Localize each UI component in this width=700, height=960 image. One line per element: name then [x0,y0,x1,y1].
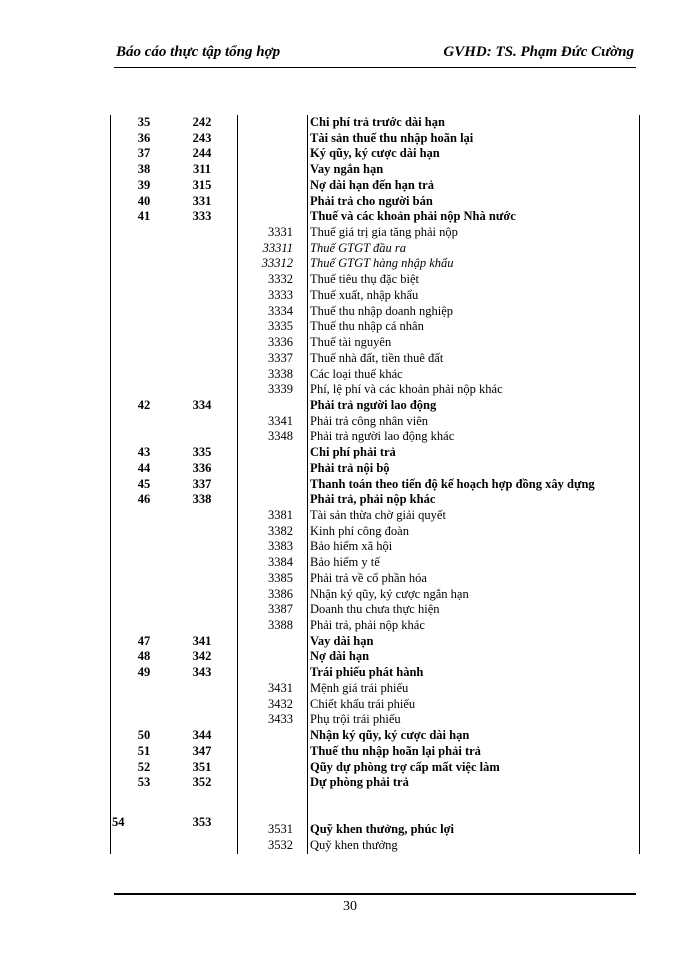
table-row [110,634,640,650]
table-row [110,367,640,383]
table-row [110,649,640,665]
row-account-name: Thuế và các khoản phải nộp Nhà nước [310,209,516,224]
row-account-level1: 244 [192,146,212,161]
row-account-level1: 341 [192,633,212,648]
table-row [110,775,640,791]
row-stt: 40 [137,193,151,208]
table-row [110,209,640,225]
table-row [110,822,640,838]
row-account-level2: 3331 [268,225,293,240]
page-number: 30 [343,899,357,914]
row-account-name: Phụ trội trái phiếu [310,712,401,727]
table-row [110,555,640,571]
header-left-title: Báo cáo thực tập tổng hợp [116,44,281,60]
row-account-name: Quỹ khen thưởng, phúc lợi [310,822,454,836]
table-row [110,351,640,367]
row-account-name: Bảo hiểm xã hội [310,539,393,554]
row-stt: 44 [137,460,151,475]
row-account-level1: 336 [192,460,212,475]
row-account-level2: 3336 [268,335,293,350]
table-row [110,665,640,681]
row-account-level2: 3388 [268,618,293,633]
row-account-name: Ký qũy, ký cược dài hạn [310,146,440,161]
table-row [110,445,640,461]
row-stt: 49 [137,665,151,680]
row-account-name: Chi phí phải trả [310,445,396,460]
row-account-name: Các loại thuế khác [310,366,403,381]
row-account-name: Phải trả nội bộ [310,460,390,475]
row-account-level1: 347 [192,743,212,758]
row-stt: 54 [112,815,125,829]
table-row [110,618,640,634]
row-stt: 35 [137,115,151,129]
row-account-level1: 337 [192,476,212,491]
row-account-level2: 3334 [268,303,293,318]
row-stt: 51 [137,743,151,758]
table-row [110,319,640,335]
row-account-name: Phải trả, phải nộp khác [310,492,436,507]
footer-rule [114,893,636,895]
row-account-name: Thuế thu nhập doanh nghiệp [310,303,454,318]
table-row [110,225,640,241]
row-account-name: Vay dài hạn [310,633,374,648]
row-account-level1: 333 [192,209,212,224]
row-account-name: Thuế tài nguyên [310,335,392,350]
row-stt: 48 [137,649,151,664]
row-account-name: Bảo hiểm y tế [310,555,380,570]
table-row [110,414,640,430]
row-account-name: Chiết khấu trái phiếu [310,696,416,711]
table-row [110,461,640,477]
row-account-name: Phải trả công nhân viên [310,413,429,428]
table-row [110,697,640,713]
table-row [110,429,640,445]
row-account-level2: 3387 [268,602,293,617]
table-row [110,524,640,540]
row-account-name: Thuế tiêu thụ đặc biệt [310,272,419,287]
row-stt: 41 [137,209,151,224]
table-row [110,712,640,728]
row-stt: 50 [137,728,151,743]
row-account-name: Phải trả, phải nộp khác [310,618,425,633]
row-account-name: Phải trả cho người bán [310,193,433,208]
row-account-name: Phải trả về cổ phần hóa [310,570,427,585]
table-row [110,539,640,555]
table-row [110,571,640,587]
row-account-name: Nợ dài hạn [310,649,370,664]
table-row [110,194,640,210]
row-stt: 46 [137,492,151,507]
table-row [110,162,640,178]
table-row [110,241,640,257]
table-row [110,256,640,272]
row-account-name: Thuế giá trị gia tăng phải nộp [310,225,458,240]
row-stt: 47 [137,633,151,648]
table-row [110,477,640,493]
row-account-name: Tài sản thuế thu nhập hoãn lại [310,130,474,145]
table-row [110,492,640,508]
row-account-name: Doanh thu chưa thực hiện [310,602,440,617]
row-account-name: Nhận ký qũy, ký cược dài hạn [310,728,470,743]
row-account-level1: 343 [192,665,212,680]
table-row [110,178,640,194]
row-account-level1: 315 [192,177,212,192]
row-stt: 38 [137,162,151,177]
row-account-name: Thuế nhà đất, tiền thuê đất [310,350,444,365]
row-account-level2: 3348 [268,429,293,444]
row-account-name: Thuế thu nhập cá nhân [310,319,424,334]
row-account-name: Nhận ký qũy, ký cược ngắn hạn [310,586,469,601]
row-account-level2: 3531 [268,822,293,836]
row-account-level1: 335 [192,445,212,460]
table-row [110,587,640,603]
header-right-advisor: GVHD: TS. Phạm Đức Cường [443,44,634,60]
row-account-level1: 353 [192,815,212,829]
row-account-name: Phí, lệ phí và các khoản phải nộp khác [310,382,503,397]
table-row [110,728,640,744]
row-account-level1: 242 [192,115,212,129]
header-rule [114,67,636,68]
row-account-level2: 3382 [268,523,293,538]
row-account-name: Qũy dự phòng trợ cấp mất việc làm [310,759,500,774]
row-stt: 37 [137,146,151,161]
table-row [110,602,640,618]
row-account-name: Thanh toán theo tiến độ kế hoạch hợp đồng xây dựng [310,476,595,491]
table-row [110,115,640,131]
row-account-level2: 3337 [268,350,293,365]
row-account-level2: 3384 [268,555,293,570]
row-account-level2: 3433 [268,712,293,727]
row-stt: 42 [137,397,151,412]
row-account-name: Vay ngắn hạn [310,162,384,177]
row-account-level1: 243 [192,130,212,145]
row-stt: 36 [137,130,151,145]
row-account-name: Thuế thu nhập hoãn lại phải trả [310,743,481,758]
row-account-name: Kinh phí công đoàn [310,523,409,538]
row-account-level2: 3338 [268,366,293,381]
row-stt: 53 [137,775,151,790]
row-stt: 39 [137,177,151,192]
table-row [110,398,640,414]
table-row [110,744,640,760]
table-row [110,272,640,288]
row-account-level2: 3532 [268,838,293,852]
row-stt: 52 [137,759,151,774]
table-row [110,382,640,398]
row-account-level2: 3339 [268,382,293,397]
row-account-name: Thuế GTGT đầu ra [310,240,406,255]
table-row [110,146,640,162]
row-account-level2: 3381 [268,508,293,522]
row-account-level2: 3385 [268,570,293,585]
table-row [110,681,640,697]
row-account-level1: 344 [192,728,212,743]
table-row [110,335,640,351]
row-account-name: Phải trả người lao động khác [310,429,455,444]
table-row [110,304,640,320]
table-row [110,288,640,304]
row-account-name: Trái phiếu phát hành [310,665,424,680]
row-account-level1: 352 [192,775,212,790]
row-account-level1: 334 [192,397,212,412]
row-account-level1: 331 [192,193,212,208]
table-row [110,838,640,854]
row-account-level1: 351 [192,759,212,774]
row-account-name: Quỹ khen thưởng [310,838,398,852]
row-account-level1: 342 [192,649,212,664]
row-account-level2: 3335 [268,319,293,334]
row-account-name: Mệnh giá trái phiếu [310,680,409,695]
row-account-level2: 3333 [268,287,293,302]
row-account-name: Thuế xuất, nhập khẩu [310,287,419,302]
row-account-level2: 3386 [268,586,293,601]
row-stt: 45 [137,476,151,491]
row-account-level2: 3431 [268,680,293,695]
row-account-name: Chi phí trả trước dài hạn [310,115,445,129]
row-account-level2: 33311 [262,240,293,255]
row-account-level2: 3383 [268,539,293,554]
row-account-level2: 3332 [268,272,293,287]
row-account-level1: 311 [192,162,212,177]
row-account-name: Nợ dài hạn đến hạn trả [310,177,434,192]
row-account-name: Tài sản thừa chờ giải quyết [310,508,446,522]
table-row [110,131,640,147]
row-account-level2: 33312 [261,256,293,271]
table-row [110,508,640,524]
row-account-level2: 3432 [268,696,293,711]
row-account-level2: 3341 [268,413,293,428]
table-row [110,760,640,776]
row-account-name: Phải trả người lao động [310,397,437,412]
row-account-name: Thuế GTGT hàng nhập khẩu [310,256,454,271]
row-stt: 43 [137,445,151,460]
row-account-level1: 338 [192,492,212,507]
row-account-name: Dự phòng phải trả [310,775,409,790]
